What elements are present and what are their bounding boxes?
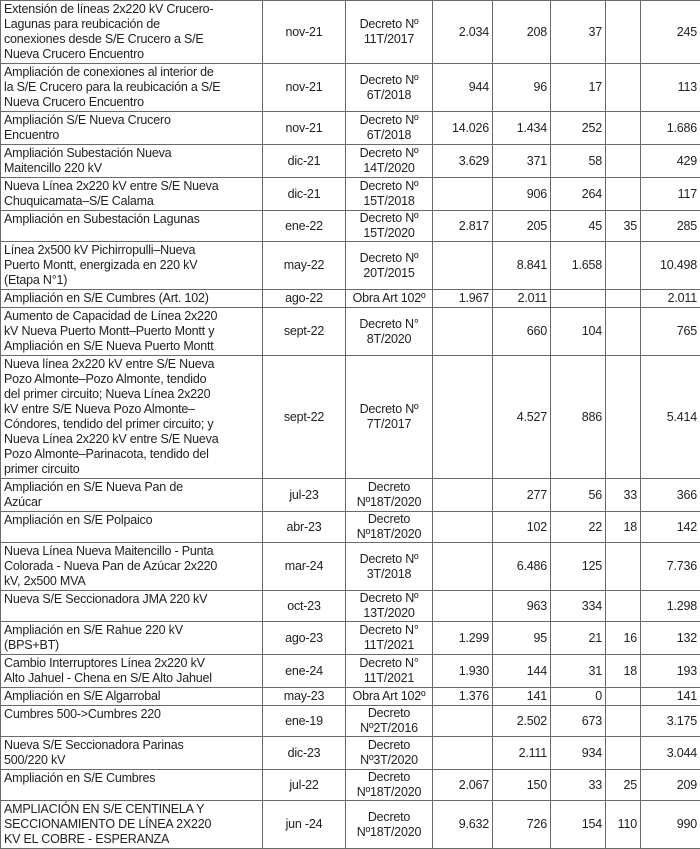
table-row (1, 543, 700, 591)
project-description-line: Pozo Almonte–Pozo Almonte, tendido (4, 372, 259, 387)
value-col-2: 371 (493, 145, 551, 178)
decree-reference-line: 15T/2018 (349, 194, 429, 209)
value-col-1: 2.067 (433, 770, 493, 801)
project-description-line: Ampliación Subestación Nueva (4, 146, 259, 161)
value-col-1: 9.632 (433, 801, 493, 849)
value-col-2: 96 (493, 64, 551, 112)
project-description-line: Lagunas para reubicación de (4, 17, 259, 32)
commissioning-date: dic-23 (263, 737, 346, 770)
value-col-3 (551, 290, 606, 308)
project-description-line: Ampliación S/E Nueva Crucero (4, 113, 259, 128)
value-col-4 (606, 145, 641, 178)
decree-reference-line: Decreto (349, 738, 429, 753)
table-row (1, 688, 700, 706)
decree-reference-line: Decreto Nº (349, 146, 429, 161)
commissioning-date: dic-21 (263, 145, 346, 178)
decree-reference (346, 770, 433, 801)
project-description-line: Colorada - Nueva Pan de Azúcar 2x220 (4, 559, 259, 574)
value-col-4 (606, 706, 641, 737)
project-description-line: Maitencillo 220 kV (4, 161, 259, 176)
value-col-4 (606, 591, 641, 622)
decree-reference-line: 11T/2021 (349, 671, 429, 686)
project-description-line: Ampliación de conexiones al interior de (4, 65, 259, 80)
project-description (1, 688, 263, 706)
decree-reference-line: 11T/2017 (349, 32, 429, 47)
project-description-line: Cambio Interruptores Línea 2x220 kV (4, 656, 259, 671)
value-total: 209 (641, 770, 700, 801)
commissioning-date: ene-24 (263, 655, 346, 688)
project-description-line: Nueva S/E Seccionadora Parinas (4, 738, 259, 753)
value-col-2: 150 (493, 770, 551, 801)
project-description (1, 737, 263, 770)
project-description-line: Aumento de Capacidad de Línea 2x220 (4, 309, 259, 324)
value-col-3: 252 (551, 112, 606, 145)
decree-reference-line: 11T/2021 (349, 638, 429, 653)
value-col-1: 1.930 (433, 655, 493, 688)
project-description (1, 178, 263, 211)
value-total: 5.414 (641, 356, 700, 479)
value-col-2: 2.011 (493, 290, 551, 308)
value-total: 765 (641, 308, 700, 356)
project-description-line: Nueva Línea Nueva Maitencillo - Punta (4, 544, 259, 559)
table-row (1, 64, 700, 112)
commissioning-date: ene-22 (263, 211, 346, 242)
decree-reference (346, 479, 433, 512)
value-total: 3.044 (641, 737, 700, 770)
value-col-3: 17 (551, 64, 606, 112)
value-col-1: 3.629 (433, 145, 493, 178)
decree-reference-line: Decreto Nº (349, 591, 429, 606)
table-row (1, 112, 700, 145)
commissioning-date: ene-19 (263, 706, 346, 737)
decree-reference (346, 688, 433, 706)
project-description-line: AMPLIACIÓN EN S/E CENTINELA Y (4, 802, 259, 817)
value-col-2: 6.486 (493, 543, 551, 591)
project-description-line: Alto Jahuel - Chena en S/E Alto Jahuel (4, 671, 259, 686)
value-col-2: 906 (493, 178, 551, 211)
decree-reference-line: 8T/2020 (349, 332, 429, 347)
table-row (1, 591, 700, 622)
project-description-line: Pozo Almonte–Parinacota, tendido del (4, 447, 259, 462)
value-total: 2.011 (641, 290, 700, 308)
project-description-line: Encuentro (4, 128, 259, 143)
project-description-line: Puerto Montt, energizada en 220 kV (4, 258, 259, 273)
project-description (1, 1, 263, 64)
commissioning-date: jul-22 (263, 770, 346, 801)
project-description (1, 64, 263, 112)
project-description (1, 308, 263, 356)
value-col-3: 21 (551, 622, 606, 655)
project-description (1, 706, 263, 737)
project-description-line: Ampliación en Subestación Lagunas (4, 212, 259, 227)
value-col-2: 205 (493, 211, 551, 242)
value-total: 1.298 (641, 591, 700, 622)
value-col-1 (433, 242, 493, 290)
value-col-1: 14.026 (433, 112, 493, 145)
decree-reference-line: 20T/2015 (349, 266, 429, 281)
table-row (1, 211, 700, 242)
decree-reference (346, 290, 433, 308)
table-row (1, 770, 700, 801)
value-col-4 (606, 737, 641, 770)
project-description-line: Ampliación en S/E Nueva Pan de (4, 480, 259, 495)
value-total: 366 (641, 479, 700, 512)
project-description (1, 801, 263, 849)
project-description-line: Nueva Crucero Encuentro (4, 95, 259, 110)
commissioning-date: may-23 (263, 688, 346, 706)
commissioning-date: sept-22 (263, 356, 346, 479)
project-description-line: Cumbres 500->Cumbres 220 (4, 707, 259, 722)
value-col-3: 56 (551, 479, 606, 512)
project-description-line: Ampliación en S/E Cumbres (Art. 102) (4, 291, 259, 306)
value-col-2: 144 (493, 655, 551, 688)
project-description-line: (Etapa N°1) (4, 273, 259, 288)
value-col-4 (606, 242, 641, 290)
project-description (1, 512, 263, 543)
decree-reference-line: Nº18T/2020 (349, 527, 429, 542)
value-col-3: 104 (551, 308, 606, 356)
project-description-line: kV Nueva Puerto Montt–Puerto Montt y (4, 324, 259, 339)
value-col-2: 102 (493, 512, 551, 543)
table-row (1, 706, 700, 737)
value-col-1: 944 (433, 64, 493, 112)
decree-reference-line: Nº18T/2020 (349, 785, 429, 800)
table-row (1, 737, 700, 770)
value-col-3: 31 (551, 655, 606, 688)
project-description-line: Ampliación en S/E Algarrobal (4, 689, 259, 704)
value-col-3: 934 (551, 737, 606, 770)
commissioning-date: dic-21 (263, 178, 346, 211)
decree-reference (346, 1, 433, 64)
commissioning-date: nov-21 (263, 112, 346, 145)
value-col-4 (606, 543, 641, 591)
table-row (1, 512, 700, 543)
project-description-line: conexiones desde S/E Crucero a S/E (4, 32, 259, 47)
project-description (1, 479, 263, 512)
decree-reference (346, 512, 433, 543)
table-row (1, 145, 700, 178)
value-col-1 (433, 543, 493, 591)
project-description-line: SECCIONAMIENTO DE LÍNEA 2X220 (4, 817, 259, 832)
value-col-2: 8.841 (493, 242, 551, 290)
decree-reference (346, 64, 433, 112)
commissioning-date: jun -24 (263, 801, 346, 849)
project-description (1, 211, 263, 242)
decree-reference-line: 6T/2018 (349, 128, 429, 143)
decree-reference (346, 655, 433, 688)
decree-reference-line: 7T/2017 (349, 417, 429, 432)
value-col-1: 2.817 (433, 211, 493, 242)
value-col-3: 22 (551, 512, 606, 543)
project-description-line: Ampliación en S/E Rahue 220 kV (4, 623, 259, 638)
value-total: 7.736 (641, 543, 700, 591)
project-description-line: 500/220 kV (4, 753, 259, 768)
project-description-line: kV, 2x500 MVA (4, 574, 259, 589)
value-col-2: 2.502 (493, 706, 551, 737)
project-description (1, 356, 263, 479)
value-col-4: 33 (606, 479, 641, 512)
value-col-3: 45 (551, 211, 606, 242)
table-row (1, 479, 700, 512)
commissioning-date: mar-24 (263, 543, 346, 591)
decree-reference-line: Decreto Nº (349, 251, 429, 266)
project-description-line: Nueva Línea 2x220 kV entre S/E Nueva (4, 432, 259, 447)
value-col-4 (606, 178, 641, 211)
value-total: 285 (641, 211, 700, 242)
value-col-1 (433, 512, 493, 543)
decree-reference-line: Decreto Nº (349, 402, 429, 417)
decree-reference-line: Decreto N° (349, 317, 429, 332)
project-description-line: Nueva Línea 2x220 kV entre S/E Nueva (4, 179, 259, 194)
value-total: 245 (641, 1, 700, 64)
decree-reference (346, 801, 433, 849)
value-col-4: 16 (606, 622, 641, 655)
value-col-3: 1.658 (551, 242, 606, 290)
value-col-3: 125 (551, 543, 606, 591)
decree-reference-line: Decreto Nº (349, 552, 429, 567)
decree-reference (346, 178, 433, 211)
decree-reference (346, 737, 433, 770)
decree-reference (346, 211, 433, 242)
value-col-1 (433, 479, 493, 512)
table-row (1, 356, 700, 479)
decree-reference (346, 543, 433, 591)
value-total: 990 (641, 801, 700, 849)
commissioning-date: sept-22 (263, 308, 346, 356)
value-col-2: 726 (493, 801, 551, 849)
project-description-line: Cóndores, tendido del primer circuito; y (4, 417, 259, 432)
commissioning-date: may-22 (263, 242, 346, 290)
commissioning-date: ago-23 (263, 622, 346, 655)
table-row (1, 290, 700, 308)
decree-reference-line: 14T/2020 (349, 161, 429, 176)
value-col-1 (433, 706, 493, 737)
commissioning-date: nov-21 (263, 1, 346, 64)
decree-reference-line: Nº18T/2020 (349, 495, 429, 510)
value-col-1 (433, 308, 493, 356)
decree-reference-line: Decreto Nº (349, 73, 429, 88)
value-col-3: 154 (551, 801, 606, 849)
project-description-line: la S/E Crucero para la reubicación a S/E (4, 80, 259, 95)
commissioning-date: jul-23 (263, 479, 346, 512)
value-col-1: 1.376 (433, 688, 493, 706)
value-total: 141 (641, 688, 700, 706)
value-col-1 (433, 591, 493, 622)
decree-reference-line: Decreto Nº (349, 179, 429, 194)
project-description-line: Ampliación en S/E Cumbres (4, 771, 259, 786)
project-description-line: Nueva S/E Seccionadora JMA 220 kV (4, 592, 259, 607)
value-col-3: 673 (551, 706, 606, 737)
value-total: 132 (641, 622, 700, 655)
value-col-4: 18 (606, 655, 641, 688)
table-row (1, 308, 700, 356)
decree-reference-line: Decreto (349, 512, 429, 527)
value-total: 113 (641, 64, 700, 112)
value-col-2: 277 (493, 479, 551, 512)
decree-reference (346, 591, 433, 622)
value-col-2: 141 (493, 688, 551, 706)
project-description-line: Ampliación en S/E Nueva Puerto Montt (4, 339, 259, 354)
project-description (1, 543, 263, 591)
decree-reference-line: Decreto (349, 480, 429, 495)
decree-reference (346, 622, 433, 655)
project-description (1, 622, 263, 655)
table-row (1, 655, 700, 688)
commissioning-date: abr-23 (263, 512, 346, 543)
value-total: 10.498 (641, 242, 700, 290)
value-col-2: 1.434 (493, 112, 551, 145)
value-col-2: 963 (493, 591, 551, 622)
decree-reference-line: 13T/2020 (349, 606, 429, 621)
commissioning-date: nov-21 (263, 64, 346, 112)
value-col-2: 2.111 (493, 737, 551, 770)
value-col-1: 1.299 (433, 622, 493, 655)
project-description (1, 112, 263, 145)
value-col-4 (606, 356, 641, 479)
value-col-2: 660 (493, 308, 551, 356)
value-col-3: 37 (551, 1, 606, 64)
decree-reference (346, 145, 433, 178)
value-col-4 (606, 290, 641, 308)
project-description-line: del primer circuito; Nueva Línea 2x220 (4, 387, 259, 402)
value-col-1 (433, 737, 493, 770)
value-col-4: 35 (606, 211, 641, 242)
project-description-line: Ampliación en S/E Polpaico (4, 513, 259, 528)
value-col-4: 110 (606, 801, 641, 849)
value-col-4: 18 (606, 512, 641, 543)
decree-reference-line: Decreto Nº (349, 211, 429, 226)
decree-reference (346, 308, 433, 356)
decree-reference-line: Decreto (349, 770, 429, 785)
table-row (1, 242, 700, 290)
project-description (1, 770, 263, 801)
value-total: 142 (641, 512, 700, 543)
decree-reference-line: Decreto (349, 706, 429, 721)
value-col-3: 264 (551, 178, 606, 211)
value-col-2: 95 (493, 622, 551, 655)
decree-reference-line: Decreto N° (349, 623, 429, 638)
value-col-4 (606, 1, 641, 64)
decree-reference-line: Obra Art 102º (349, 291, 429, 306)
project-description-line: Nueva línea 2x220 kV entre S/E Nueva (4, 357, 259, 372)
project-description-line: KV EL COBRE - ESPERANZA (4, 832, 259, 847)
value-total: 1.686 (641, 112, 700, 145)
project-description-line: Extensión de líneas 2x220 kV Crucero- (4, 2, 259, 17)
value-col-3: 334 (551, 591, 606, 622)
decree-reference-line: Decreto N° (349, 656, 429, 671)
decree-reference-line: Obra Art 102º (349, 689, 429, 704)
value-col-2: 4.527 (493, 356, 551, 479)
table-row (1, 1, 700, 64)
project-description-line: (BPS+BT) (4, 638, 259, 653)
value-total: 117 (641, 178, 700, 211)
decree-reference-line: Nº3T/2020 (349, 753, 429, 768)
value-col-4 (606, 688, 641, 706)
value-total: 429 (641, 145, 700, 178)
value-col-4 (606, 112, 641, 145)
project-description (1, 242, 263, 290)
value-col-1: 2.034 (433, 1, 493, 64)
decree-reference (346, 706, 433, 737)
value-col-1 (433, 178, 493, 211)
value-col-2: 208 (493, 1, 551, 64)
value-col-3: 33 (551, 770, 606, 801)
project-description (1, 145, 263, 178)
table-row (1, 801, 700, 849)
project-description-line: kV entre S/E Nueva Pozo Almonte– (4, 402, 259, 417)
decree-reference-line: 15T/2020 (349, 226, 429, 241)
value-col-1: 1.967 (433, 290, 493, 308)
project-description-line: Chuquicamata–S/E Calama (4, 194, 259, 209)
value-total: 3.175 (641, 706, 700, 737)
value-total: 193 (641, 655, 700, 688)
decree-reference-line: Decreto (349, 810, 429, 825)
commissioning-date: oct-23 (263, 591, 346, 622)
decree-reference (346, 112, 433, 145)
commissioning-date: ago-22 (263, 290, 346, 308)
decree-reference-line: Decreto Nº (349, 113, 429, 128)
decree-reference (346, 356, 433, 479)
value-col-4 (606, 308, 641, 356)
project-description-line: Azúcar (4, 495, 259, 510)
value-col-4 (606, 64, 641, 112)
decree-reference-line: 3T/2018 (349, 567, 429, 582)
decree-reference (346, 242, 433, 290)
project-description (1, 591, 263, 622)
decree-reference-line: Nº18T/2020 (349, 825, 429, 840)
table-row (1, 622, 700, 655)
table-body (1, 1, 700, 849)
value-col-1 (433, 356, 493, 479)
project-description-line: Línea 2x500 kV Pichirropulli–Nueva (4, 243, 259, 258)
table-row (1, 178, 700, 211)
decree-reference-line: 6T/2018 (349, 88, 429, 103)
value-col-3: 0 (551, 688, 606, 706)
project-description (1, 290, 263, 308)
decree-reference-line: Decreto Nº (349, 17, 429, 32)
decree-reference-line: Nº2T/2016 (349, 721, 429, 736)
value-col-3: 58 (551, 145, 606, 178)
value-col-4: 25 (606, 770, 641, 801)
project-description (1, 655, 263, 688)
project-description-line: primer circuito (4, 462, 259, 477)
project-description-line: Nueva Crucero Encuentro (4, 47, 259, 62)
value-col-3: 886 (551, 356, 606, 479)
